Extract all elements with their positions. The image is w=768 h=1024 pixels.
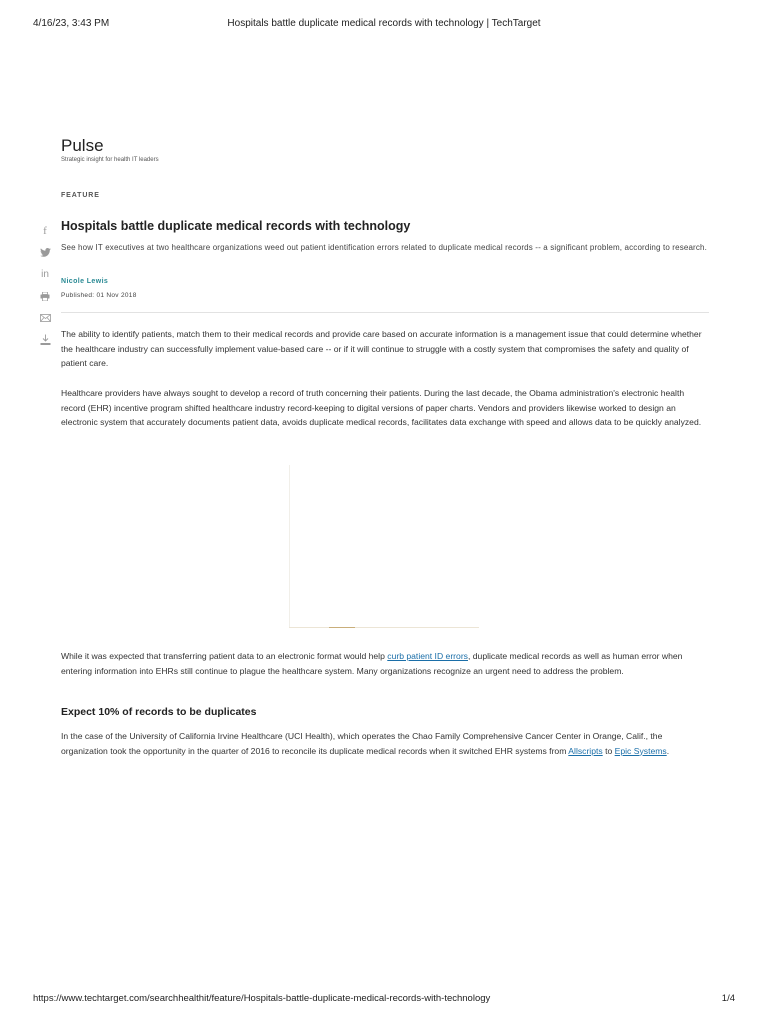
article-deck: See how IT executives at two healthcare organizations weed out patient identification errors related to duplicate medical records -- a significant problem, according to research.: [61, 243, 707, 252]
allscripts-link[interactable]: Allscripts: [568, 745, 603, 756]
article-kicker: FEATURE: [61, 192, 100, 199]
paragraph-text: While it was expected that transferring patient data to an electronic format would help: [61, 651, 388, 661]
linkedin-icon[interactable]: in: [41, 269, 49, 280]
print-footer: [33, 993, 735, 1007]
curb-patient-id-errors-link[interactable]: curb patient ID errors: [387, 651, 468, 661]
brand-tagline: Strategic insight for health IT leaders: [61, 157, 159, 163]
paragraph-text: to: [602, 745, 615, 756]
print-icon[interactable]: [36, 286, 54, 308]
brand-name[interactable]: Pulse: [61, 136, 104, 155]
facebook-icon[interactable]: f: [43, 225, 47, 237]
twitter-icon[interactable]: [36, 242, 54, 264]
share-bar: [36, 220, 54, 352]
article-paragraph-4: [61, 729, 709, 758]
email-icon[interactable]: [36, 308, 54, 330]
divider: [61, 312, 709, 313]
author-link[interactable]: Nicole Lewis: [61, 278, 109, 285]
paragraph-text: .: [666, 745, 670, 756]
article-paragraph-2: Healthcare providers have always sought to develop a record of truth concerning their patients. During the last decade, the Obama administration's electronic health record (EHR) incentive program shifted healthcare industry record-keeping to digital versions of paper charts. Vendors and providers likewise worked to design an electronic system that accurately documents patient data, avoids duplicate medical records, facilitates data exchange with speed and allows data to be quickly analyzed.: [61, 388, 702, 428]
embedded-media-placeholder: [289, 465, 479, 628]
download-icon[interactable]: [36, 330, 54, 352]
article-paragraph-1: The ability to identify patients, match them to their medical records and provide care based on accurate information is a management issue that could determine whether the healthcare industry can successfully implement value-based care -- or if it will continue to struggle with a costly system that compromises the safety and quality of patient care.: [61, 329, 702, 369]
print-page-number: 1/4: [721, 993, 735, 1004]
published-date: Published: 01 Nov 2018: [61, 292, 137, 299]
media-frame-edge: [289, 627, 479, 628]
article-paragraph-3: [61, 649, 709, 678]
print-url: https://www.techtarget.com/searchhealthit/feature/Hospitals-battle-duplicate-medical-records-with-technology: [33, 993, 491, 1004]
paragraph-text: , duplicate medical records as well as human error when entering information into EHRs still continue to plague the healthcare system. Many organizations recognize an urgent need to address the problem.: [61, 651, 683, 676]
print-page-title: Hospitals battle duplicate medical records with technology | TechTarget: [227, 18, 541, 29]
paragraph-text: In the case of the University of California Irvine Healthcare (UCI Health), which operates the Chao Family Comprehensive Cancer Center in Orange, Calif., the organization took the opportunity in the quarter of 2016 to reconcile its duplicate medical records when it switched EHR systems from: [61, 731, 663, 756]
media-frame-edge: [289, 465, 290, 628]
print-header: [33, 18, 735, 32]
article-title: Hospitals battle duplicate medical records with technology: [61, 219, 411, 233]
section-heading: Expect 10% of records to be duplicates: [61, 706, 257, 718]
brand-block: [61, 136, 159, 163]
media-frame-accent: [329, 627, 355, 628]
epic-systems-link[interactable]: Epic Systems: [614, 745, 667, 756]
print-datetime: 4/16/23, 3:43 PM: [33, 18, 110, 29]
